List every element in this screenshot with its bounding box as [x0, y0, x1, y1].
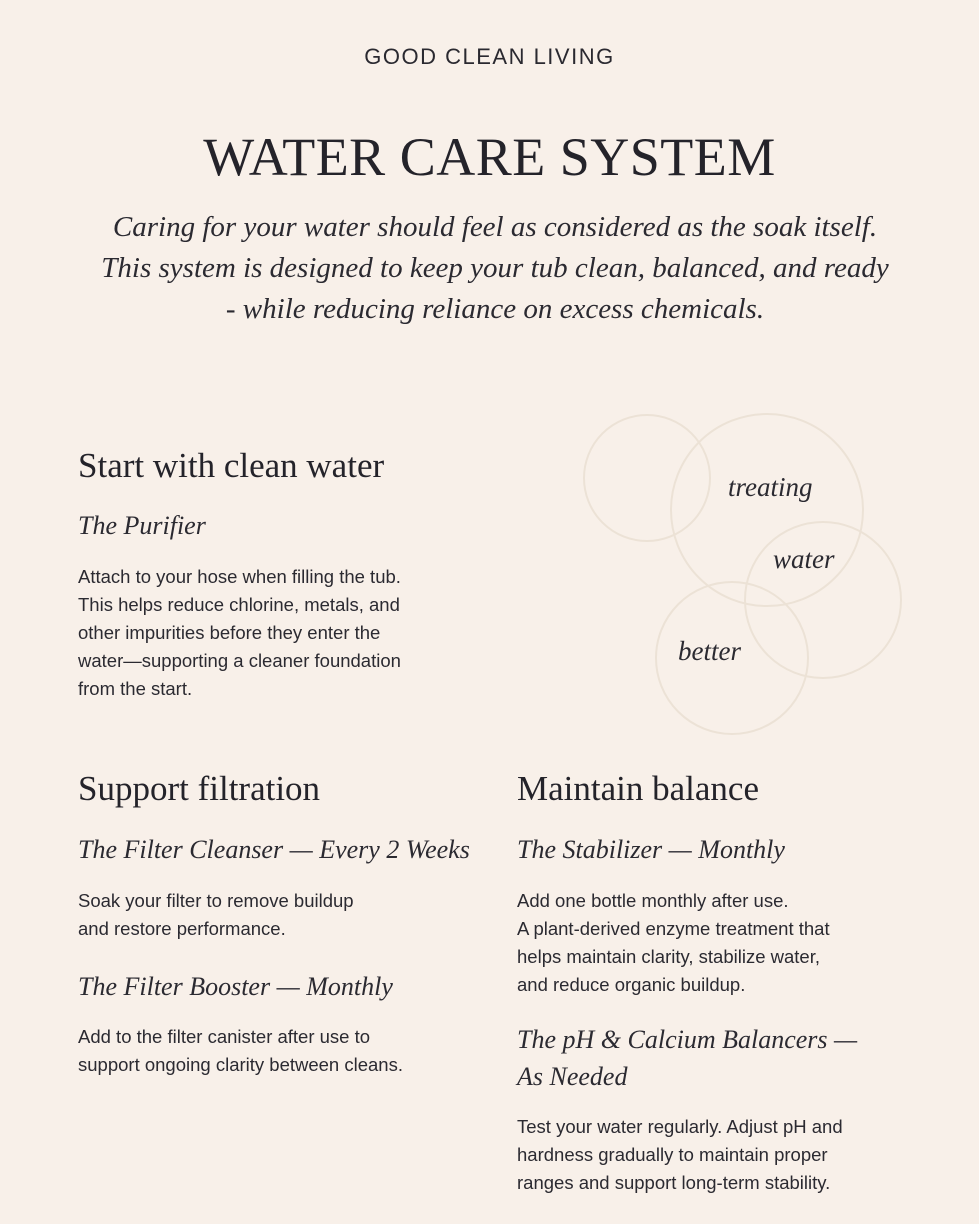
product-name-ph-calcium-balancers: The pH & Calcium Balancers — As Needed: [517, 1025, 858, 1091]
venn-word-water: water: [773, 544, 835, 574]
venn-circle-top-right: [671, 414, 863, 606]
product-description-filter-cleanser: Soak your filter to remove buildup and restore performance.: [78, 890, 354, 939]
venn-circles: [560, 400, 920, 750]
venn-word-better: better: [678, 636, 741, 666]
page-title: WATER CARE SYSTEM: [203, 127, 776, 187]
brand-name: GOOD CLEAN LIVING: [364, 44, 615, 69]
product-name-stabilizer: The Stabilizer — Monthly: [517, 835, 785, 864]
product-description-stabilizer: Add one bottle monthly after use. A plant-derived enzyme treatment that helps maintain clarity, stabilize water, and reduce organic buildup.: [517, 890, 830, 995]
section-heading-support-filtration: Support filtration: [78, 769, 321, 808]
venn-word-treating: treating: [728, 472, 813, 502]
product-description-filter-booster: Add to the filter canister after use to support ongoing clarity between cleans.: [78, 1026, 403, 1075]
product-name-filter-cleanser: The Filter Cleanser — Every 2 Weeks: [78, 835, 470, 864]
venn-graphic: [560, 400, 920, 750]
section-heading-maintain-balance: Maintain balance: [517, 769, 759, 808]
product-description-ph-calcium-balancers: Test your water regularly. Adjust pH and hardness gradually to maintain proper ranges and support long-term stability.: [517, 1116, 843, 1193]
product-description-purifier: Attach to your hose when filling the tub. This helps reduce chlorine, metals, and other impurities before they enter the water—supporting a cleaner foundation from the start.: [78, 566, 401, 699]
product-name-purifier: The Purifier: [78, 511, 206, 540]
section-heading-clean-water: Start with clean water: [78, 446, 385, 485]
intro-text: Caring for your water should feel as considered as the soak itself. This system is designed to keep your tub clean, balanced, and ready - while reducing reliance on excess chemicals.: [101, 211, 889, 325]
venn-circle-top-left: [584, 415, 710, 541]
product-name-filter-booster: The Filter Booster — Monthly: [78, 972, 393, 1001]
